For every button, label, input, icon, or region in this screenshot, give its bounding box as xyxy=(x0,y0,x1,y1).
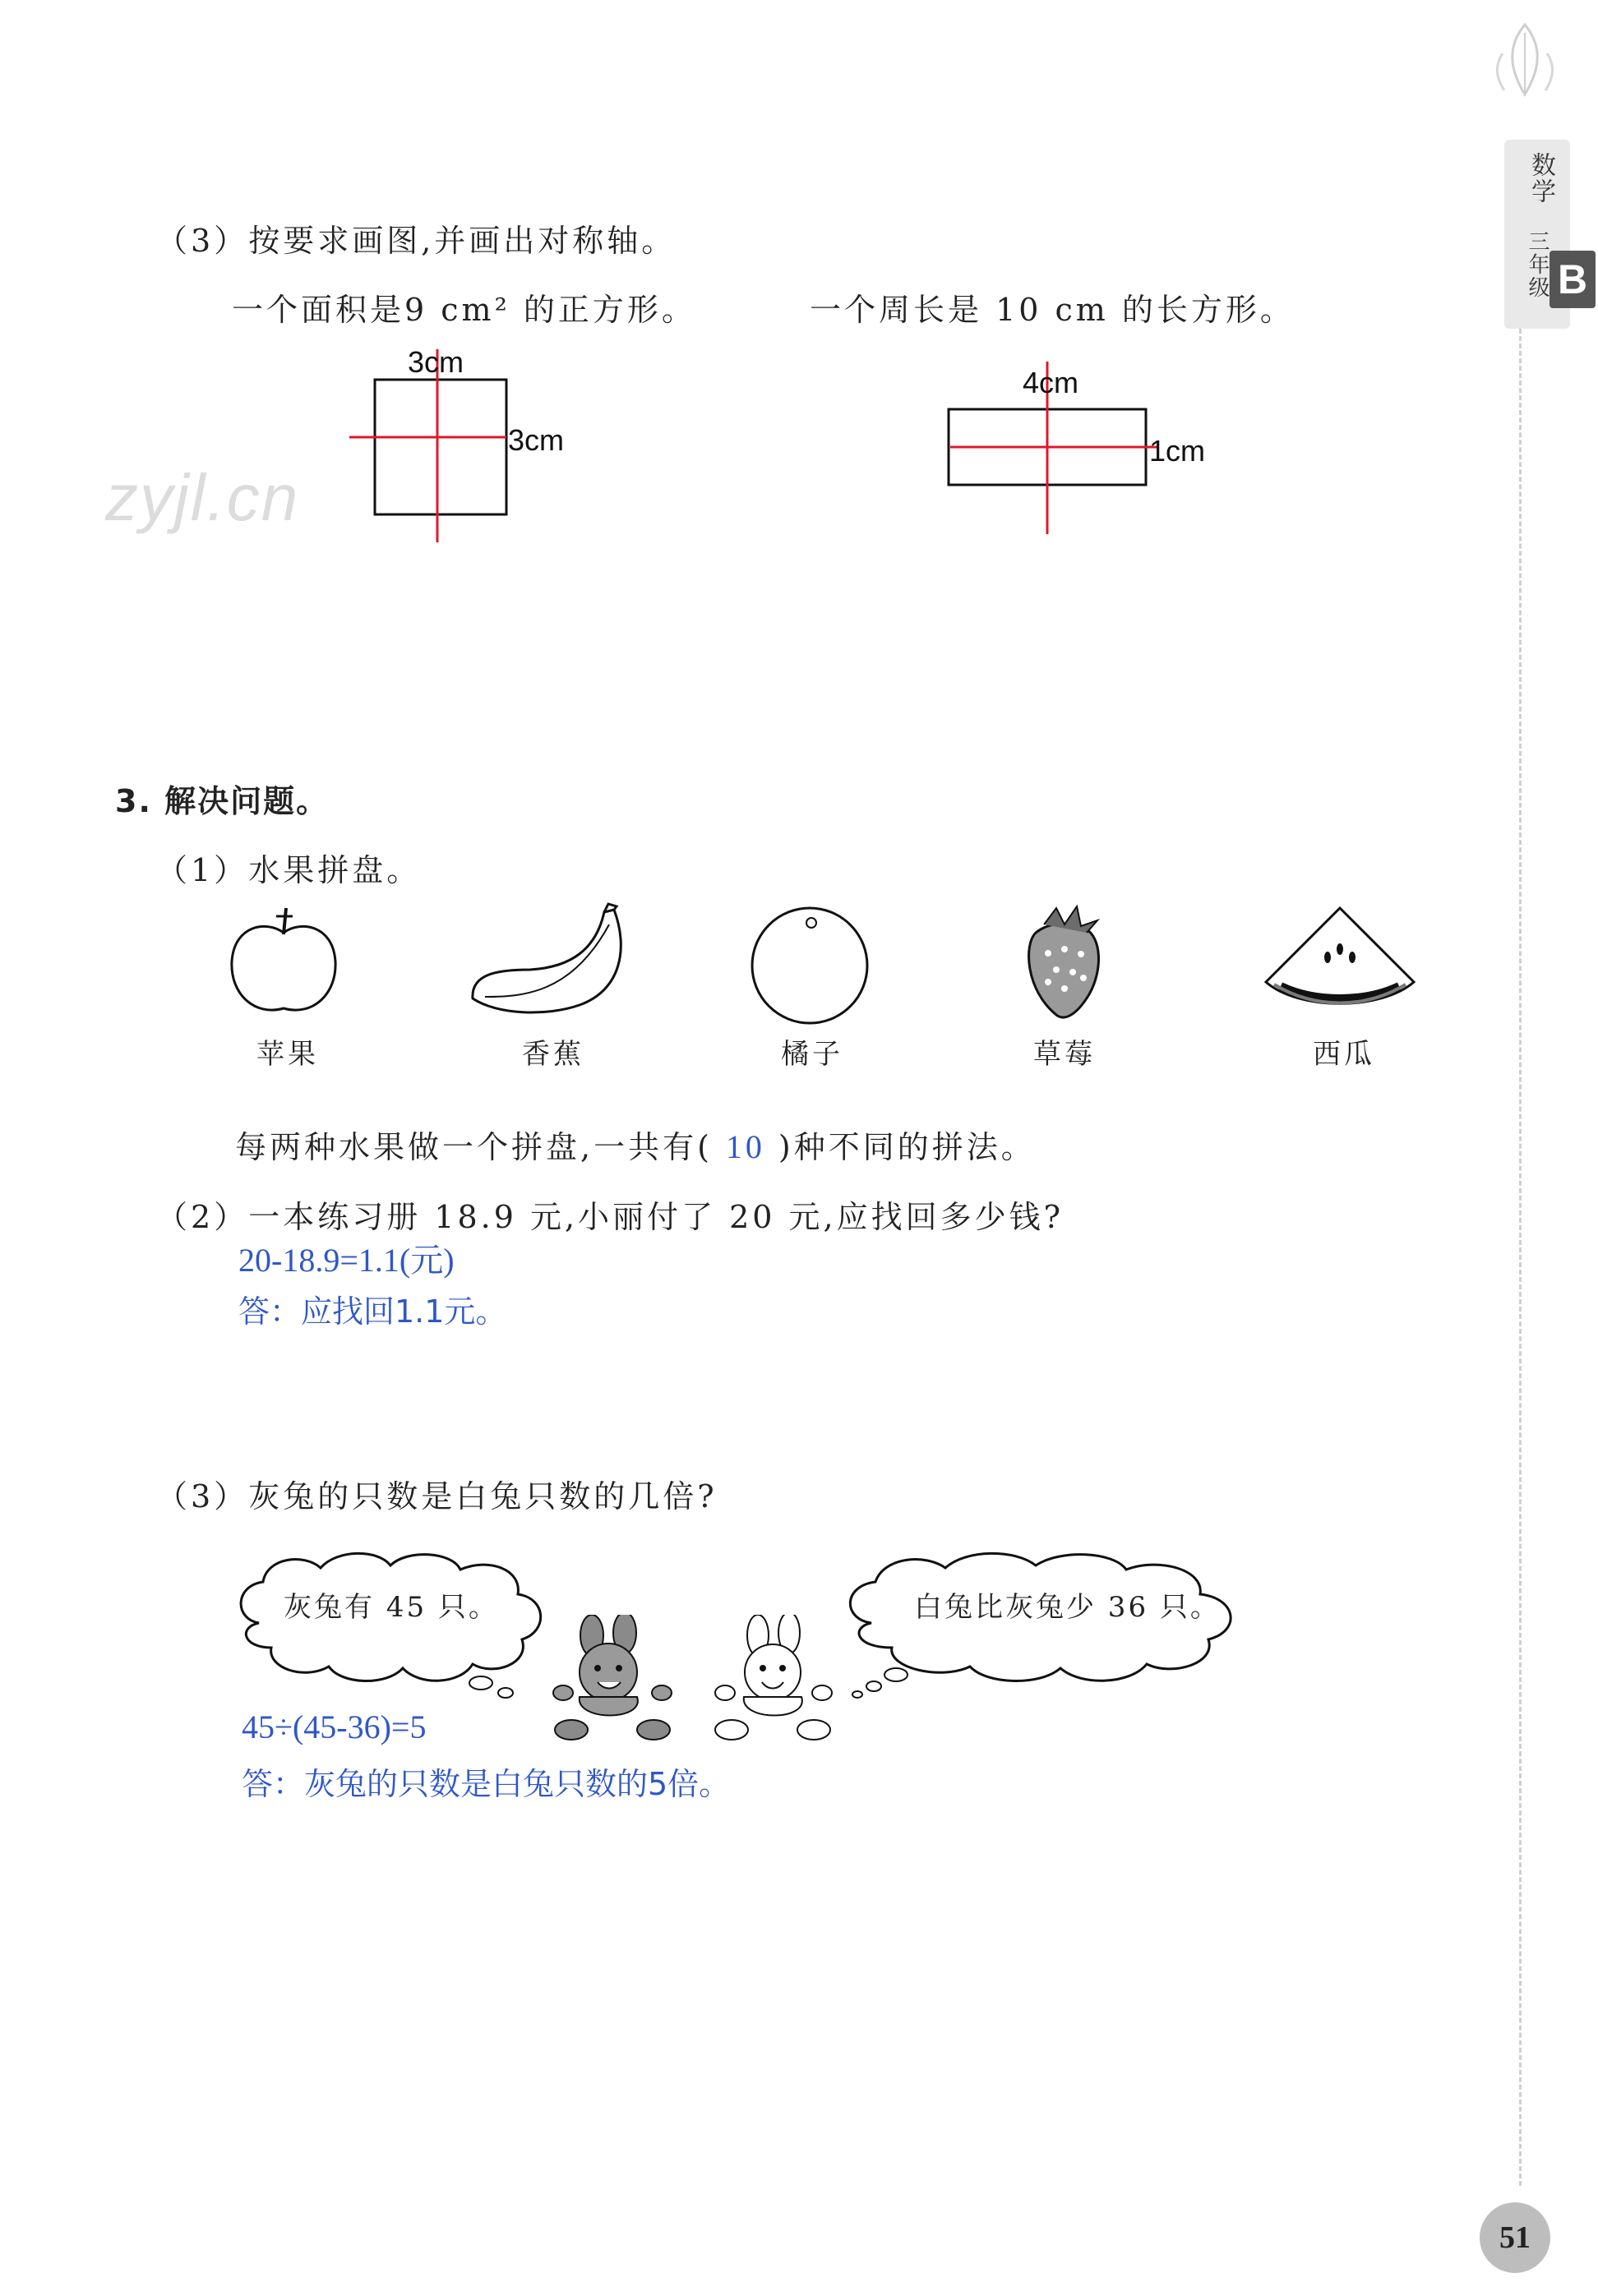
white-rabbit-icon xyxy=(707,1615,838,1746)
leaf-decoration-icon xyxy=(1480,16,1570,107)
q2-question xyxy=(156,1192,1064,1237)
left-cloud-text: 灰兔有 45 只。 xyxy=(284,1591,499,1624)
sidebar-grade: 三年级 xyxy=(1525,230,1550,299)
rect-prompt: 一个周长是 10 cm 的长方形。 xyxy=(810,292,1295,328)
q3-drawing-title xyxy=(156,215,676,260)
banana-icon xyxy=(464,900,629,1023)
section3-title: 解决问题。 xyxy=(164,783,330,819)
q3-title-text: 按要求画图,并画出对称轴。 xyxy=(248,223,677,259)
page-number: 51 xyxy=(1480,2202,1550,2273)
strawberry-icon xyxy=(1019,900,1110,1023)
section3-heading xyxy=(115,776,329,821)
watermelon-icon xyxy=(1258,904,1422,1019)
sidebar-subject: 数学 xyxy=(1526,152,1555,205)
q3-answer: 答：灰兔的只数是白兔只数的5倍。 xyxy=(242,1766,731,1802)
sentence-before: 每两种水果做一个拼盘,一共有( xyxy=(235,1129,713,1165)
q2-text: 一本练习册 18.9 元,小丽付了 20 元,应找回多少钱? xyxy=(248,1199,1064,1235)
fruit-answer: 10 xyxy=(725,1128,765,1165)
gray-rabbit-icon xyxy=(547,1615,682,1746)
q3-rabbit-label: （3） xyxy=(156,1478,249,1515)
orange-icon xyxy=(744,900,875,1031)
square-shape xyxy=(375,380,506,514)
fruit-name-strawberry: 草莓 xyxy=(1033,1038,1096,1071)
fruit-question-sentence xyxy=(235,1122,1036,1167)
section3-number: 3. xyxy=(115,783,152,819)
square-top-side-label: 3cm xyxy=(408,345,464,379)
q2-work: 20-18.9=1.1(元) xyxy=(238,1242,455,1279)
q1-label: （1） xyxy=(156,852,249,888)
volume-badge: B xyxy=(1550,251,1596,308)
fruit-name-watermelon: 西瓜 xyxy=(1313,1038,1375,1071)
rect-right-side-label: 1cm xyxy=(1149,434,1206,468)
q3-work: 45÷(45-36)=5 xyxy=(242,1708,427,1745)
q3-label: （3） xyxy=(156,223,249,259)
q3-question xyxy=(156,1471,718,1516)
q2-answer: 答：应找回1.1元。 xyxy=(238,1293,507,1330)
sentence-after: )种不同的拼法。 xyxy=(778,1129,1036,1165)
right-cloud-text: 白兔比灰兔少 36 只。 xyxy=(914,1591,1221,1624)
square-right-side-label: 3cm xyxy=(508,423,565,457)
fruit-name-banana: 香蕉 xyxy=(522,1038,584,1071)
fruit-question-title xyxy=(156,845,421,890)
fruit-name-orange: 橘子 xyxy=(781,1038,843,1071)
fruit-name-apple: 苹果 xyxy=(256,1038,319,1071)
side-dashed-rule xyxy=(1519,329,1522,2186)
q3-rabbit-text: 灰兔的只数是白兔只数的几倍? xyxy=(248,1478,718,1515)
rect-top-side-label: 4cm xyxy=(1023,366,1079,399)
square-prompt: 一个面积是9 cm² 的正方形。 xyxy=(232,292,696,328)
watermark: zyjl.cn xyxy=(105,461,300,534)
q1-title: 水果拼盘。 xyxy=(248,852,422,888)
q2-label: （2） xyxy=(156,1199,249,1235)
apple-icon xyxy=(222,900,345,1023)
